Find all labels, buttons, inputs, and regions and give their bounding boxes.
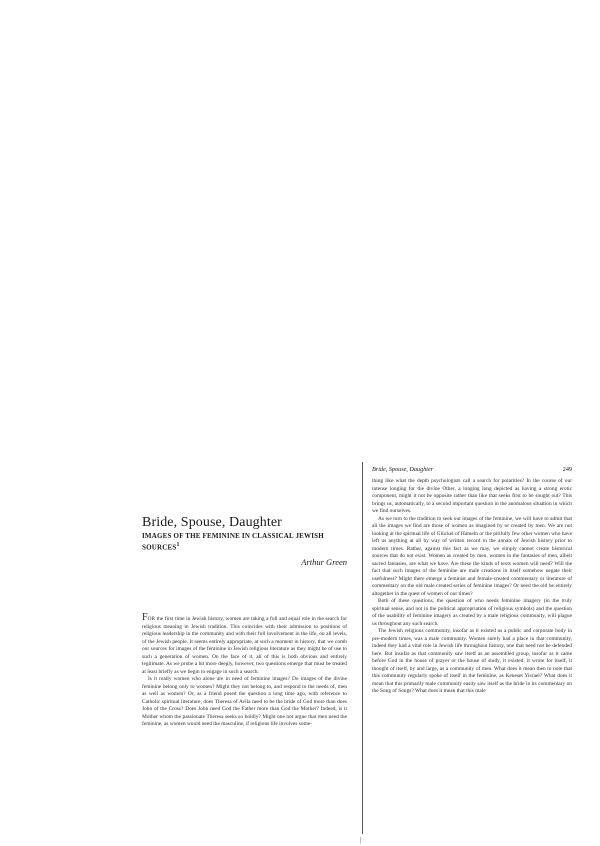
right-paragraph: Both of these questions, the question of who needs feminine imagery (in the truly spiritual sense, and not in the political appropriation of religious symbols) and the question of the usability of feminine imagery as created by a male religious community, will plague us throughout any such search.: [372, 598, 572, 627]
right-paragraph: As we turn to the tradition to seek out images of the feminine, we will have to admit that all the images we find are those of women as imagined by or created by men. We are not looking at the spiritual life of Glückel of Hameln or the pitifully few other women who have left us anything at all by way of written record in the annals of Jewish history prior to modern times. Rather, against this fact as we may, we simply cannot create historical sources that do not exist. Women as created by men, women in the fantasies of men, albeit sacred fantasies, are what we have. Are these the kinds of texts women will need? Will the fact that such images of the feminine are male creations in itself somehow negate their usefulness? Might there emerge a feminist and female-created commentary or literature of commentary on the old male created series of feminine images? Or need the old be entirely altogether in the quest of women of our times?: [372, 515, 572, 597]
article-subtitle: [142, 532, 347, 551]
gutter-mark: |: [360, 836, 362, 844]
article-title: Bride, Spouse, Daughter: [142, 515, 282, 530]
left-body-text: [142, 614, 347, 729]
right-paragraph: The Jewish religious community, insofar as it existed as a public and corporate body in pre-modern times, was a male community. Women surely had a place in that community, indeed they had a vital role in Jewish life throughout history, one that need not be defended here. But insofar as that community saw itself as an assembled group, insofar as it came before God in the house of prayer or the house of study, it existed, it wrote for itself, it thought of itself, by and large, as a community of men. What does it mean then to note that this community regularly spoke of itself in the feminine, as Keneset Yisrael? What does it mean that this primarily male community easily saw itself as the bride in its commentary on the Song of Songs? What does it mean that this male: [372, 628, 572, 694]
left-paragraph: [142, 614, 347, 676]
left-paragraph: Is it really women who alone are in need of feminine images? Do images of the divine feminine belong only to women? Might they not belong to, and respond to the needs of, men as well as women? Or, as a friend posed the question a long time ago, with reference to Catholic spiritual literature, does Theresa of Avila need to be the bride of God more than does John of the Cross? Does John need God the Father more than God the Mother? Indeed, is it Mother whom the passionate Theresa seeks so boldly? Might one not argue that men need the feminine, as women would need the masculine, if religious life involves some-: [142, 676, 347, 728]
left-paragraph-text: OR the first time in Jewish history, women are taking a full and equal role in the search for religious meaning in Jewish tradition. This coincides with their admission to positions of religious leadership in the community and with their full involvement in the life, on all levels, of the Jewish people. It seems entirely appropriate, at such a moment in history, that we comb our sources for images of the feminine in Jewish religious literature as they might be of use to such a generation of women. On the face of it, all of this is both obvious and entirely legitimate. As we probe a bit more deeply, however, two questions emerge that must be treated at least briefly as we begin to engage in such a search.: [142, 616, 347, 675]
right-paragraph: thing like what the depth psychologists call a search for polarities? In the course of our intense longing for the divine Other, a longing long depicted as having a strong erotic component, might it not be opposite rather than like that seeks first to be sought out? This brings us, automatically, to a second important question in the anomalous situation in which we find ourselves.: [372, 478, 572, 514]
running-head-title: Bride, Spouse, Daughter: [372, 466, 434, 473]
subtitle-footnote-marker: 1: [176, 541, 180, 548]
left-page: [142, 515, 347, 729]
page-gutter: [362, 462, 363, 834]
drop-cap: F: [142, 612, 148, 624]
running-head: [372, 466, 572, 473]
author-name: Arthur Green: [301, 557, 347, 568]
page-number: 249: [562, 466, 572, 473]
subtitle-text: IMAGES OF THE FEMININE IN CLASSICAL JEWISH SOURCES: [142, 532, 324, 551]
right-page: [372, 466, 572, 696]
